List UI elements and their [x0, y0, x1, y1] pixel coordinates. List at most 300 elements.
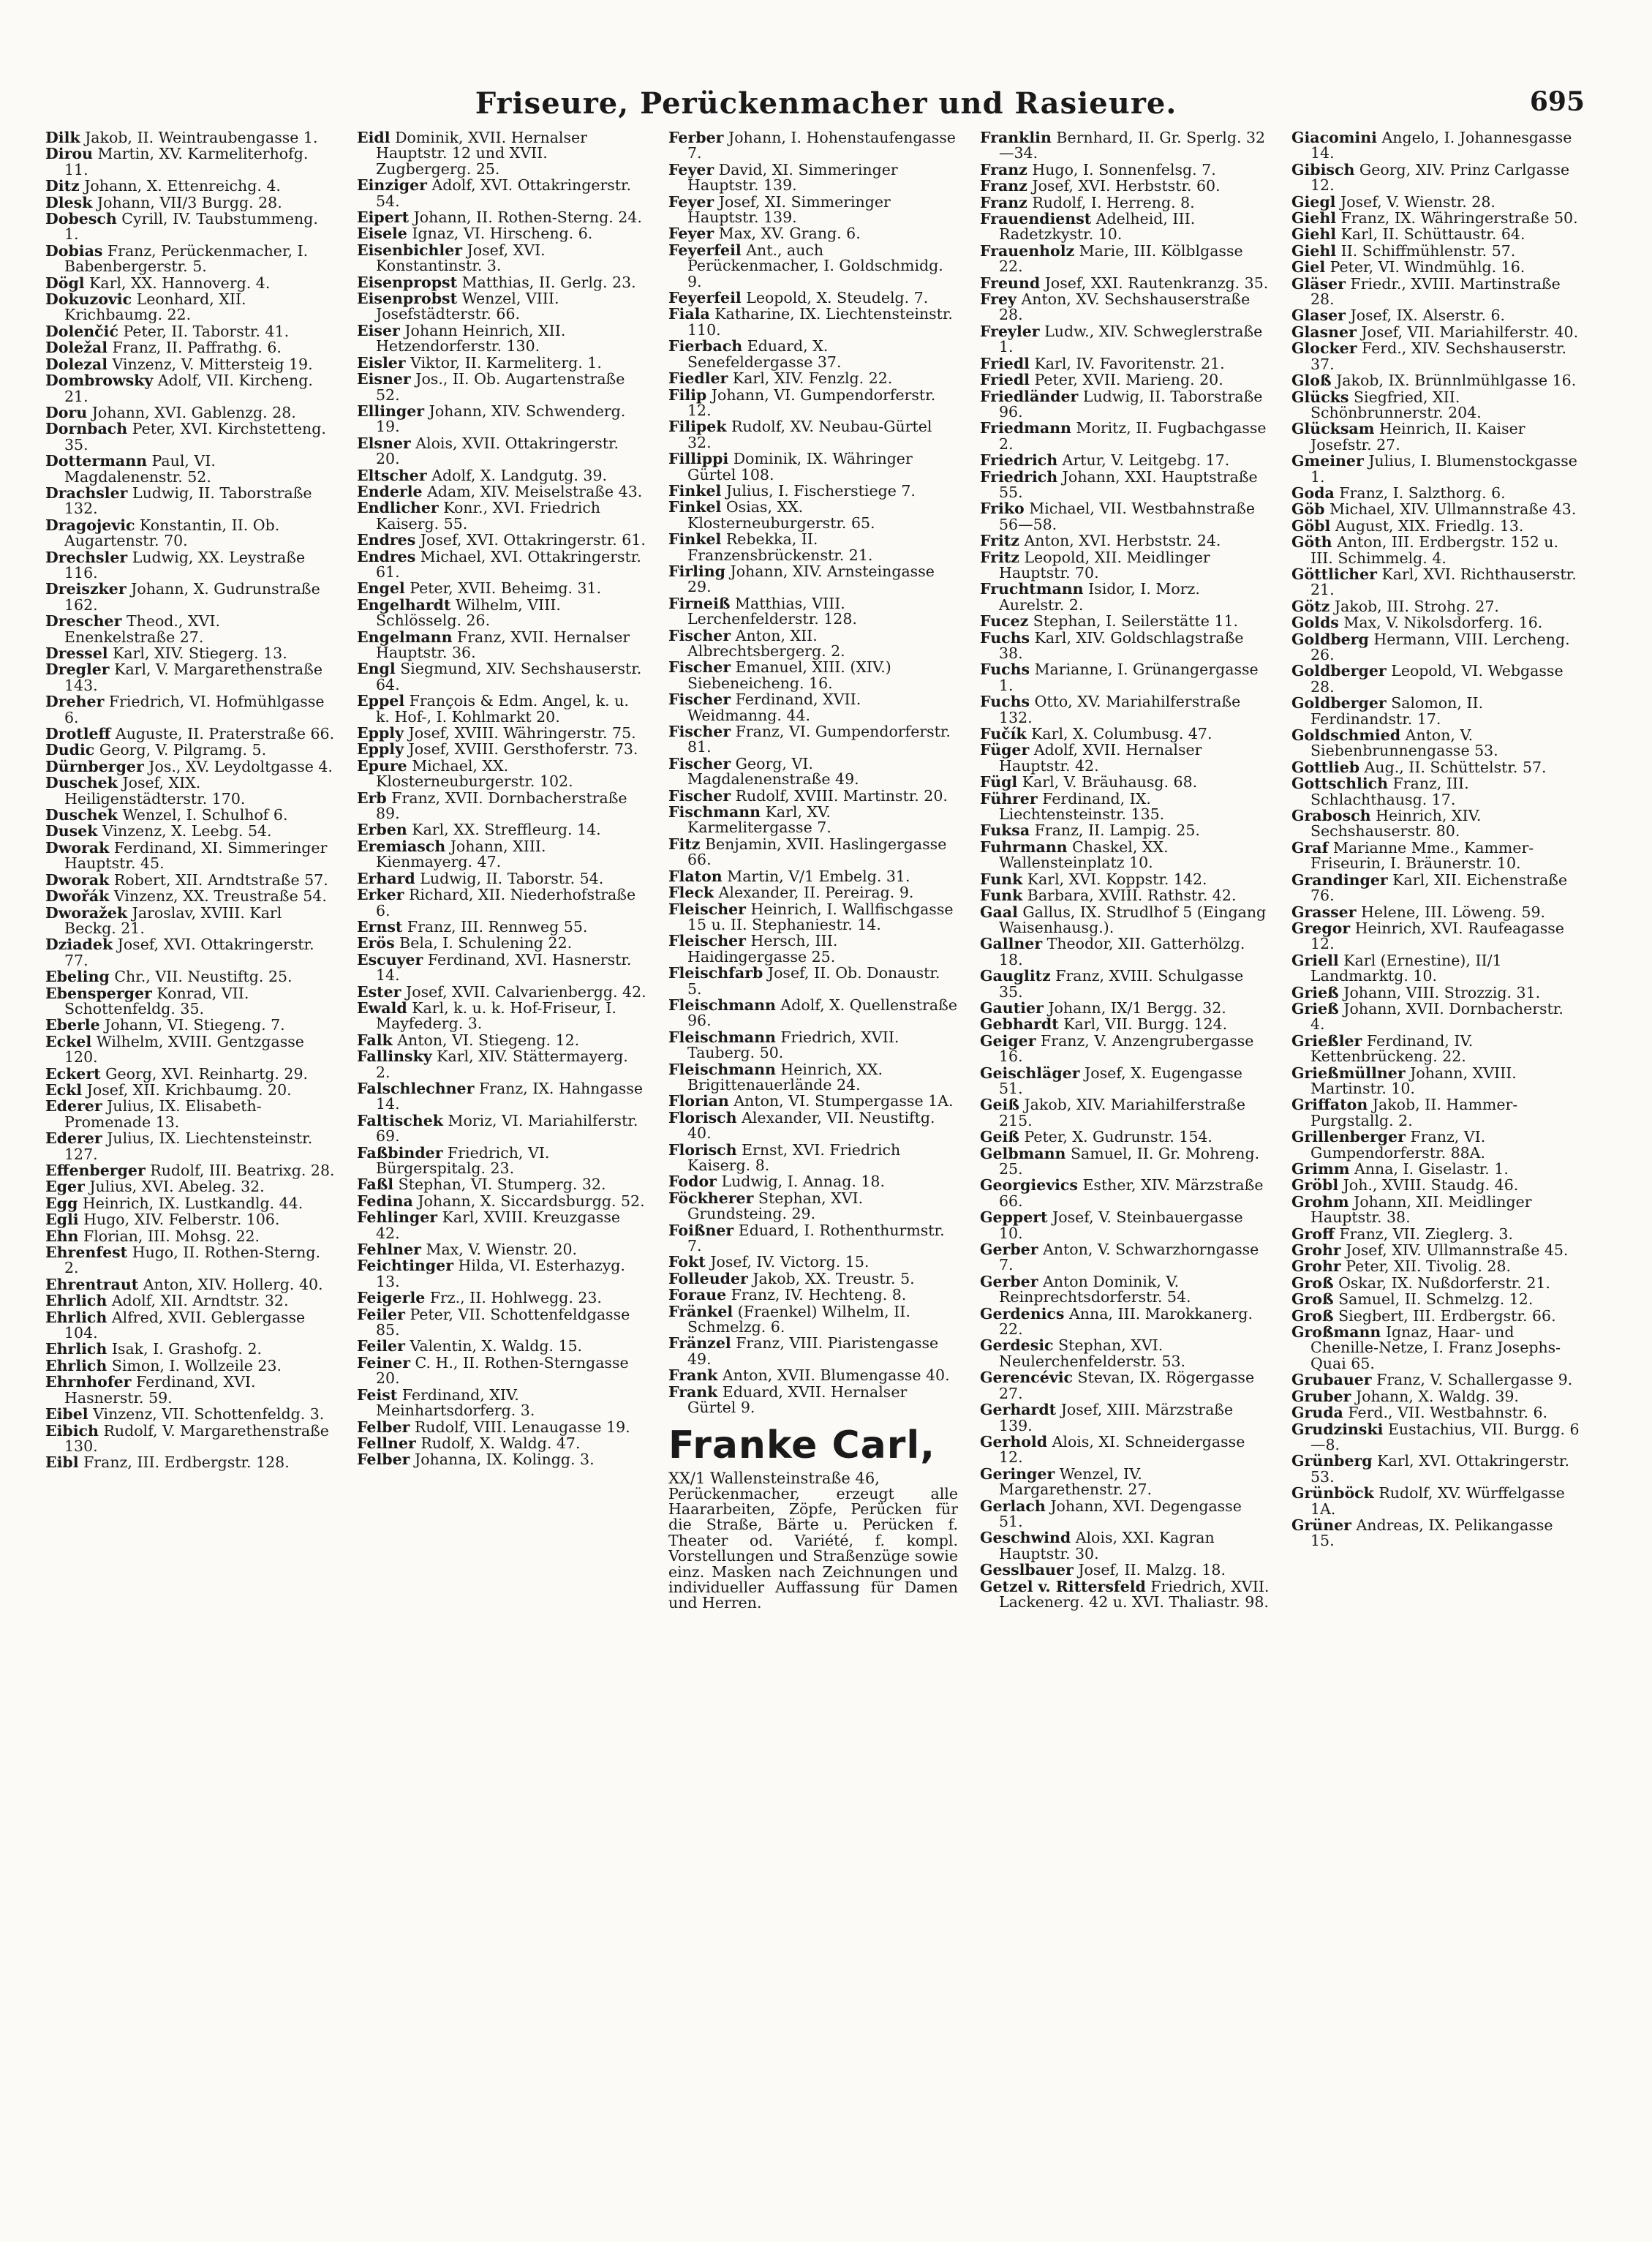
entry-name: Erb	[357, 789, 387, 807]
directory-entry	[980, 1178, 1270, 1209]
entry-name: Grünböck	[1291, 1484, 1374, 1502]
entry-name: Eisenprobst	[357, 290, 458, 308]
directory-entry	[668, 1385, 958, 1416]
directory-entry	[357, 178, 646, 209]
entry-address: Jakob, III. Strohg. 27.	[1334, 597, 1499, 615]
directory-entry	[980, 356, 1270, 372]
directory-entry	[980, 742, 1270, 774]
directory-entry	[45, 986, 335, 1017]
directory-entry	[357, 952, 646, 984]
directory-entry	[668, 756, 958, 788]
directory-entry	[980, 1210, 1270, 1241]
entry-address: Franz, II. Paffrathg. 6.	[112, 339, 282, 357]
entry-name: Florian	[668, 1092, 729, 1110]
entry-address: Joh., XVIII. Staudg. 46.	[1343, 1176, 1519, 1195]
entry-address: Angelo, I. Johannesgasse 14.	[1310, 130, 1572, 162]
entry-name: Erös	[357, 934, 395, 952]
entry-address: Karl, XVI. Koppstr. 142.	[1027, 870, 1207, 888]
entry-name: Grasser	[1291, 903, 1357, 921]
entry-name: Finkel	[668, 498, 722, 516]
directory-entry	[668, 1336, 958, 1367]
entry-name: Gerber	[980, 1241, 1038, 1259]
entry-address: Adolf, VII. Kircheng. 21.	[64, 372, 313, 405]
entry-address: Josef, II. Malzg. 18.	[1078, 1561, 1226, 1579]
entry-name: Dragojevic	[45, 516, 135, 534]
entry-name: Gruda	[1291, 1404, 1343, 1422]
directory-entry	[45, 1017, 335, 1033]
entry-name: Doru	[45, 403, 88, 421]
directory-entry	[45, 694, 335, 726]
entry-address: Stephan, I. Seilerstätte 11.	[1033, 612, 1239, 631]
entry-name: Drescher	[45, 612, 122, 631]
entry-address: Karl, V. Bräuhausg. 68.	[1022, 773, 1198, 791]
entry-name: Führer	[980, 789, 1038, 808]
entry-address: Karl, XVI. Ottakringerstr. 53.	[1310, 1452, 1569, 1486]
entry-address: Josef, XIII. Märzstraße 139.	[999, 1401, 1234, 1434]
entry-address: Marianne, I. Grünangergasse 1.	[999, 661, 1259, 694]
entry-address: Rudolf, XV. Würffelgasse 1A.	[1310, 1484, 1565, 1518]
entry-name: Dudic	[45, 741, 95, 759]
directory-entry	[668, 290, 958, 306]
entry-name: Dworažek	[45, 903, 128, 922]
directory-entry	[45, 1163, 335, 1178]
directory-entry	[668, 933, 958, 965]
entry-name: Friedrich	[980, 451, 1058, 470]
directory-entry	[1291, 341, 1581, 372]
directory-entry	[45, 1196, 335, 1211]
entry-address: Georg, XVI. Reinhartg. 29.	[105, 1064, 309, 1083]
entry-name: Fucez	[980, 612, 1029, 631]
entry-address: Johann, X. Gudrunstraße 162.	[64, 580, 320, 614]
entry-address: Karl, XIV. Stättermayerg. 2.	[376, 1047, 628, 1081]
directory-entry	[357, 839, 646, 870]
entry-name: Frauenholz	[980, 241, 1075, 260]
directory-entry	[45, 1131, 335, 1162]
entry-name: Feyerfeil	[668, 241, 742, 259]
directory-entry	[45, 1099, 335, 1130]
directory-entry	[357, 1113, 646, 1145]
entry-address: Martin, XV. Karmeliterhofg. 11.	[64, 145, 309, 178]
directory-entry	[1291, 1486, 1581, 1517]
entry-name: Giegl	[1291, 192, 1336, 211]
entry-name: Grabosch	[1291, 807, 1371, 825]
directory-entry	[357, 1081, 646, 1113]
entry-address: Josef, XVIII. Währingerstr. 75.	[408, 724, 636, 742]
entry-address: Marie, III. Kölblgasse 22.	[999, 241, 1243, 276]
entry-address: Frz., II. Hohlwegg. 23.	[429, 1289, 602, 1307]
entry-name: Eibel	[45, 1405, 88, 1423]
entry-address: Osias, XX. Klosterneuburgerstr. 65.	[687, 498, 875, 532]
entry-address: Leonhard, XII. Krichbaumg. 22.	[64, 290, 246, 324]
directory-entry	[980, 1370, 1270, 1402]
entry-name: Grillenberger	[1291, 1128, 1406, 1146]
directory-entry	[45, 421, 335, 453]
entry-address: Johann, VI. Stiegeng. 7.	[105, 1016, 285, 1034]
entry-address: Helene, III. Löweng. 59.	[1361, 903, 1546, 921]
column-5	[1291, 130, 1581, 2222]
entry-address: Anton, III. Erdbergstr. 152 u. III. Schimmelg. 4.	[1310, 533, 1559, 567]
directory-entry	[1291, 776, 1581, 808]
entry-name: Epure	[357, 756, 407, 775]
entry-address: Ferdinand, XVI. Hasnerstr. 14.	[376, 950, 632, 985]
entry-name: Goldberger	[1291, 694, 1387, 712]
entry-address: Ludwig, I. Annag. 18.	[721, 1173, 885, 1191]
entry-address: Peter, X. Gudrunstr. 154.	[1024, 1128, 1212, 1146]
entry-address: François & Edm. Angel, k. u. k. Hof-, I. Kohlmarkt 20.	[376, 692, 629, 726]
entry-address: Anton, XIV. Hollerg. 40.	[143, 1275, 323, 1293]
entry-name: Escuyer	[357, 950, 423, 968]
directory-entry	[1291, 162, 1581, 194]
entry-address: Karl, k. u. k. Hof-Friseur, I. Mayfederg. 3.	[376, 998, 616, 1033]
column-2	[357, 130, 646, 2222]
entry-name: Finkel	[668, 481, 722, 500]
entry-address: Ferdinand, XVII. Weidmanng. 44.	[687, 691, 861, 724]
entry-address: Wilhelm, VIII. Schlösselg. 26.	[376, 595, 561, 630]
entry-address: Rudolf, XVIII. Martinstr. 20.	[735, 786, 948, 805]
entry-name: Fuhrmann	[980, 838, 1068, 856]
directory-entry	[980, 1031, 1270, 1066]
entry-name: Drotleff	[45, 725, 111, 743]
directory-entry	[1291, 516, 1581, 535]
entry-name: Glücks	[1291, 388, 1349, 406]
entry-name: Epply	[357, 740, 404, 759]
entry-address: Franz, II. Lampig. 25.	[1034, 821, 1200, 840]
directory-entry	[357, 1143, 646, 1177]
directory-entry	[1291, 308, 1581, 323]
entry-address: Siegmund, XIV. Sechshauserstr. 64.	[376, 660, 642, 693]
directory-entry	[45, 1455, 335, 1470]
directory-entry	[980, 614, 1270, 629]
entry-address: Johann, X. Ettenreichg. 4.	[84, 177, 281, 195]
entry-name: Föckherer	[668, 1189, 754, 1207]
entry-address: Leopold, XII. Meidlinger Hauptstr. 70.	[999, 548, 1210, 582]
entry-name: Dirou	[45, 145, 93, 163]
directory-entry	[980, 211, 1270, 243]
directory-entry	[357, 693, 646, 725]
entry-address: Johann, XVI. Gablenzg. 28.	[91, 403, 296, 421]
entry-name: Fränkel	[668, 1302, 733, 1320]
directory-entry	[668, 998, 958, 1029]
entry-address: Karl, XIV. Fenzlg. 22.	[732, 369, 893, 388]
directory-entry	[45, 1245, 335, 1276]
entry-address: Dominik, IX. Währinger Gürtel 108.	[687, 450, 913, 484]
entry-address: Josef, XVI. Ottakringerstr. 61.	[420, 531, 646, 549]
directory-entry	[45, 889, 335, 904]
directory-entry	[668, 1140, 958, 1174]
entry-name: Gautier	[980, 998, 1044, 1017]
entry-name: Drachsler	[45, 484, 128, 502]
entry-name: Goldberg	[1291, 630, 1369, 648]
directory-entry	[668, 371, 958, 386]
entry-name: Frey	[980, 290, 1017, 309]
entry-address: Rudolf, V. Margarethenstraße 130.	[64, 1421, 329, 1455]
entry-address: Samuel, II. Schmelzg. 12.	[1338, 1290, 1534, 1309]
entry-address: Josef, XVIII. Gersthoferstr. 73.	[408, 740, 638, 759]
directory-entry	[980, 840, 1270, 871]
directory-entry	[45, 1310, 335, 1342]
entry-name: Fügl	[980, 773, 1018, 791]
directory-entry	[980, 662, 1270, 693]
entry-address: Michael, VII. Westbahnstraße 56—58.	[999, 500, 1256, 533]
directory-entry	[357, 291, 646, 323]
entry-name: Fischer	[668, 626, 731, 644]
directory-entry	[45, 454, 335, 485]
directory-entry	[1291, 953, 1581, 985]
directory-entry	[1291, 1192, 1581, 1227]
entry-name: Endres	[357, 547, 416, 565]
entry-name: Drechsler	[45, 548, 128, 566]
directory-entry	[980, 421, 1270, 452]
entry-name: Dolezal	[45, 355, 108, 373]
entry-address: Siegbert, III. Erdbergstr. 66.	[1338, 1306, 1556, 1325]
entry-name: Erker	[357, 886, 404, 904]
entry-name: Grohr	[1291, 1241, 1341, 1260]
entry-name: Geischläger	[980, 1064, 1080, 1082]
directory-entry	[1291, 1031, 1581, 1066]
entry-name: Endres	[357, 531, 416, 549]
column-3	[668, 130, 958, 2222]
entry-address: Moriz, VI. Mariahilferstr. 69.	[376, 1111, 638, 1146]
entry-address: Josef, V. Steinbauergasse 10.	[999, 1208, 1243, 1242]
directory-entry	[668, 1094, 958, 1109]
entry-address: Leopold, VI. Webgasse 28.	[1310, 662, 1564, 696]
entry-name: Gauglitz	[980, 967, 1051, 985]
directory-entry	[980, 1097, 1270, 1129]
entry-name: Göttlicher	[1291, 565, 1377, 583]
entry-address: Julius, I. Fischerstiege 7.	[725, 481, 916, 500]
entry-address: Ferdinand, XIV. Meinhartsdorferg. 3.	[376, 1385, 535, 1420]
entry-name: Florisch	[668, 1140, 737, 1159]
entry-name: Dobesch	[45, 210, 117, 228]
directory-entry	[45, 195, 335, 211]
directory-entry	[1291, 1518, 1581, 1549]
directory-entry	[980, 936, 1270, 968]
entry-name: Fuchs	[980, 628, 1030, 647]
entry-name: Goldschmied	[1291, 726, 1401, 745]
directory-entry	[1291, 192, 1581, 211]
entry-address: Johann, VIII. Strozzig. 31.	[1343, 983, 1541, 1001]
entry-name: Fränzel	[668, 1334, 731, 1353]
entry-name: Fleischer	[668, 932, 746, 950]
entry-name: Fritz	[980, 532, 1019, 550]
directory-entry	[668, 885, 958, 900]
entry-name: Gloß	[1291, 372, 1332, 390]
entry-address: Johann, X. Waldg. 39.	[1355, 1387, 1519, 1405]
directory-entry	[45, 357, 335, 372]
entry-address: Alfred, XVII. Geblergasse 104.	[64, 1308, 306, 1342]
entry-address: Johann, IX/1 Bergg. 32.	[1048, 998, 1226, 1017]
directory-entry	[980, 324, 1270, 356]
entry-address: Franz, VI. Gumpendorferstr. 81.	[687, 723, 951, 756]
entry-address: Friedrich, XVII. Tauberg. 50.	[687, 1028, 899, 1062]
directory-entry	[668, 1030, 958, 1061]
entry-address: Karl (Ernestine), II/1 Landmarktg. 10.	[1310, 951, 1502, 985]
directory-entry	[668, 1223, 958, 1254]
directory-entry	[1291, 486, 1581, 501]
entry-name: Feichtinger	[357, 1257, 453, 1275]
entry-address: Alexander, II. Pereirag. 9.	[718, 884, 914, 902]
directory-entry	[1291, 567, 1581, 598]
entry-address: Franz, III. Schlachthausg. 17.	[1310, 775, 1469, 808]
entry-name: Großmann	[1291, 1323, 1381, 1342]
directory-entry	[45, 870, 335, 889]
directory-entry	[45, 903, 335, 937]
directory-entry	[45, 1080, 335, 1099]
entry-name: Giehl	[1291, 209, 1337, 227]
entry-name: Grandinger	[1291, 870, 1388, 889]
entry-name: Feyer	[668, 225, 714, 243]
directory-entry	[1291, 1243, 1581, 1258]
directory-entry	[668, 385, 958, 419]
entry-address: Bernhard, II. Gr. Sperlg. 32—34.	[999, 130, 1266, 162]
directory-entry	[668, 596, 958, 628]
directory-entry	[45, 1358, 335, 1374]
entry-name: Glocker	[1291, 339, 1357, 358]
entry-address: Hersch, III. Haidingergasse 25.	[687, 932, 838, 966]
entry-address: Rudolf, I. Herreng. 8.	[1032, 193, 1195, 211]
entry-name: Feyer	[668, 192, 714, 211]
entry-address: Franz, I. Salzthorg. 6.	[1339, 484, 1506, 502]
entry-name: Ehrnhofer	[45, 1373, 132, 1391]
entry-address: Konrad, VII. Schottenfeldg. 35.	[64, 984, 249, 1017]
directory-entry	[980, 823, 1270, 838]
directory-entry	[1291, 1325, 1581, 1372]
entry-name: Dobias	[45, 241, 103, 260]
entry-name: Fleischmann	[668, 1060, 776, 1078]
entry-address: Josef, XVII. Calvarienbergg. 42.	[406, 982, 646, 1001]
entry-name: Gaal	[980, 903, 1018, 921]
entry-address: Johann, I. Hohenstaufengasse 7.	[687, 130, 956, 162]
entry-name: Ewald	[357, 998, 407, 1017]
entry-name: Eberle	[45, 1016, 100, 1034]
entry-address: Eduard, XVII. Hernalser Gürtel 9.	[687, 1383, 908, 1417]
entry-name: Friedländer	[980, 387, 1079, 405]
entry-name: Geppert	[980, 1208, 1048, 1227]
entry-address: Anna, I. Giselastr. 1.	[1354, 1160, 1509, 1178]
entry-address: Johann, XIII. Kienmayerg. 47.	[376, 837, 546, 871]
directory-entry	[980, 1306, 1270, 1338]
entry-address: Katharine, IX. Liechtensteinstr. 110.	[687, 305, 953, 339]
directory-entry	[357, 1290, 646, 1306]
entry-address: Julius, IX. Elisabeth-Promenade 13.	[64, 1097, 262, 1131]
entry-address: Anton, XV. Sechshauserstraße 28.	[999, 290, 1251, 324]
directory-entry	[980, 292, 1270, 323]
directory-entry	[1291, 1292, 1581, 1307]
directory-entry	[668, 1254, 958, 1270]
entry-address: Ferd., VII. Westbahnstr. 6.	[1348, 1404, 1548, 1422]
directory-entry	[45, 324, 335, 339]
directory-entry	[357, 1339, 646, 1354]
entry-address: Cyrill, IV. Taubstummeng. 1.	[64, 210, 318, 244]
entry-name: Georgievics	[980, 1176, 1078, 1195]
entry-address: (Fraenkel) Wilhelm, II. Schmelzg. 6.	[687, 1302, 910, 1336]
entry-name: Florisch	[668, 1108, 737, 1126]
entry-name: Enderle	[357, 482, 423, 500]
column-1	[45, 130, 335, 2222]
entry-address: Adolf, X. Quellenstraße 96.	[687, 996, 957, 1030]
directory-entry	[980, 533, 1270, 549]
entry-address: Samuel, II. Gr. Mohreng. 25.	[999, 1144, 1260, 1178]
directory-entry	[45, 241, 335, 276]
entry-name: Faßl	[357, 1175, 394, 1194]
entry-address: Michael, XVI. Ottakringerstr. 61.	[376, 547, 641, 581]
entry-name: Ehrentraut	[45, 1275, 139, 1293]
entry-address: Martin, V/1 Embelg. 31.	[727, 867, 910, 885]
entry-address: Adolf, XVI. Ottakringerstr. 54.	[376, 176, 632, 210]
entry-name: Ehrenfest	[45, 1244, 128, 1262]
directory-entry	[980, 1530, 1270, 1562]
entry-address: Karl, XV. Karmelitergasse 7.	[687, 803, 831, 837]
entry-name: Fischer	[668, 723, 731, 741]
entry-address: Theodor, XII. Gatterhölzg. 18.	[999, 935, 1245, 968]
columns	[45, 130, 1603, 2222]
entry-address: Josef, XXI. Rautenkranzg. 35.	[1044, 274, 1269, 292]
entry-name: Foißner	[668, 1221, 734, 1239]
entry-address: Julius, I. Blumenstockgasse 1.	[1310, 452, 1577, 486]
entry-address: Johann Heinrich, XII. Hetzendorferstr. 130.	[376, 321, 566, 356]
entry-name: Ebeling	[45, 968, 110, 986]
entry-address: Marianne Mme., Kammer-Friseurin, I. Bräunerstr. 10.	[1310, 838, 1534, 873]
entry-address: Hugo, I. Sonnenfelsg. 7.	[1032, 160, 1216, 178]
directory-entry	[980, 998, 1270, 1017]
directory-entry	[357, 791, 646, 822]
ad-address: XX/1 Wallensteinstraße 46,	[668, 1469, 880, 1487]
entry-address: Johann, XVI. Degengasse 51.	[999, 1497, 1242, 1530]
entry-address: Josef, XIV. Ullmannstraße 45.	[1346, 1241, 1569, 1260]
entry-address: Michael, XIV. Ullmannstraße 43.	[1329, 500, 1577, 519]
directory-entry	[1291, 760, 1581, 775]
entry-name: Fitz	[668, 835, 701, 853]
entry-address: Georg, XIV. Prinz Carlgasse 12.	[1310, 160, 1570, 195]
directory-entry	[1291, 728, 1581, 759]
entry-name: Fodor	[668, 1173, 717, 1191]
directory-entry	[45, 662, 335, 693]
entry-address: Otto, XV. Mariahilferstraße 132.	[999, 693, 1241, 726]
entry-name: Dokuzovic	[45, 290, 132, 309]
entry-name: Eltscher	[357, 466, 427, 484]
entry-name: Friedrich	[980, 467, 1058, 486]
entry-name: Dworak	[45, 838, 110, 857]
entry-address: Emanuel, XIII. (XIV.) Siebeneicheng. 16.	[687, 658, 891, 692]
entry-name: Dürnberger	[45, 757, 144, 775]
directory-entry	[1291, 535, 1581, 566]
entry-name: Fallinsky	[357, 1047, 432, 1066]
entry-address: Esther, XIV. Märzstraße 66.	[999, 1176, 1264, 1210]
directory-entry	[45, 146, 335, 178]
entry-name: Grohm	[1291, 1192, 1349, 1211]
entry-name: Gallner	[980, 935, 1043, 953]
entry-address: Jakob, II. Hammer-Purgstallg. 2.	[1310, 1096, 1518, 1129]
entry-name: Frank	[668, 1383, 718, 1401]
entry-address: Simon, I. Wollzeile 23.	[111, 1356, 282, 1374]
entry-name: Franz	[980, 193, 1027, 211]
directory-entry	[357, 726, 646, 741]
directory-entry	[357, 1194, 646, 1209]
entry-name: Eisner	[357, 370, 411, 388]
entry-name: Ditz	[45, 177, 80, 195]
entry-name: Frauendienst	[980, 210, 1092, 228]
entry-address: Rudolf, XV. Neubau-Gürtel 32.	[687, 418, 932, 451]
directory-entry	[1291, 632, 1581, 663]
entry-name: Giel	[1291, 258, 1326, 277]
entry-address: Peter, II. Taborstr. 41.	[123, 322, 290, 340]
directory-entry	[357, 1355, 646, 1387]
directory-entry	[668, 786, 958, 805]
directory-entry	[980, 453, 1270, 468]
entry-name: Groff	[1291, 1225, 1335, 1243]
directory-entry	[45, 937, 335, 968]
entry-address: Ferdinand, XVI. Hasnerstr. 59.	[64, 1373, 256, 1407]
